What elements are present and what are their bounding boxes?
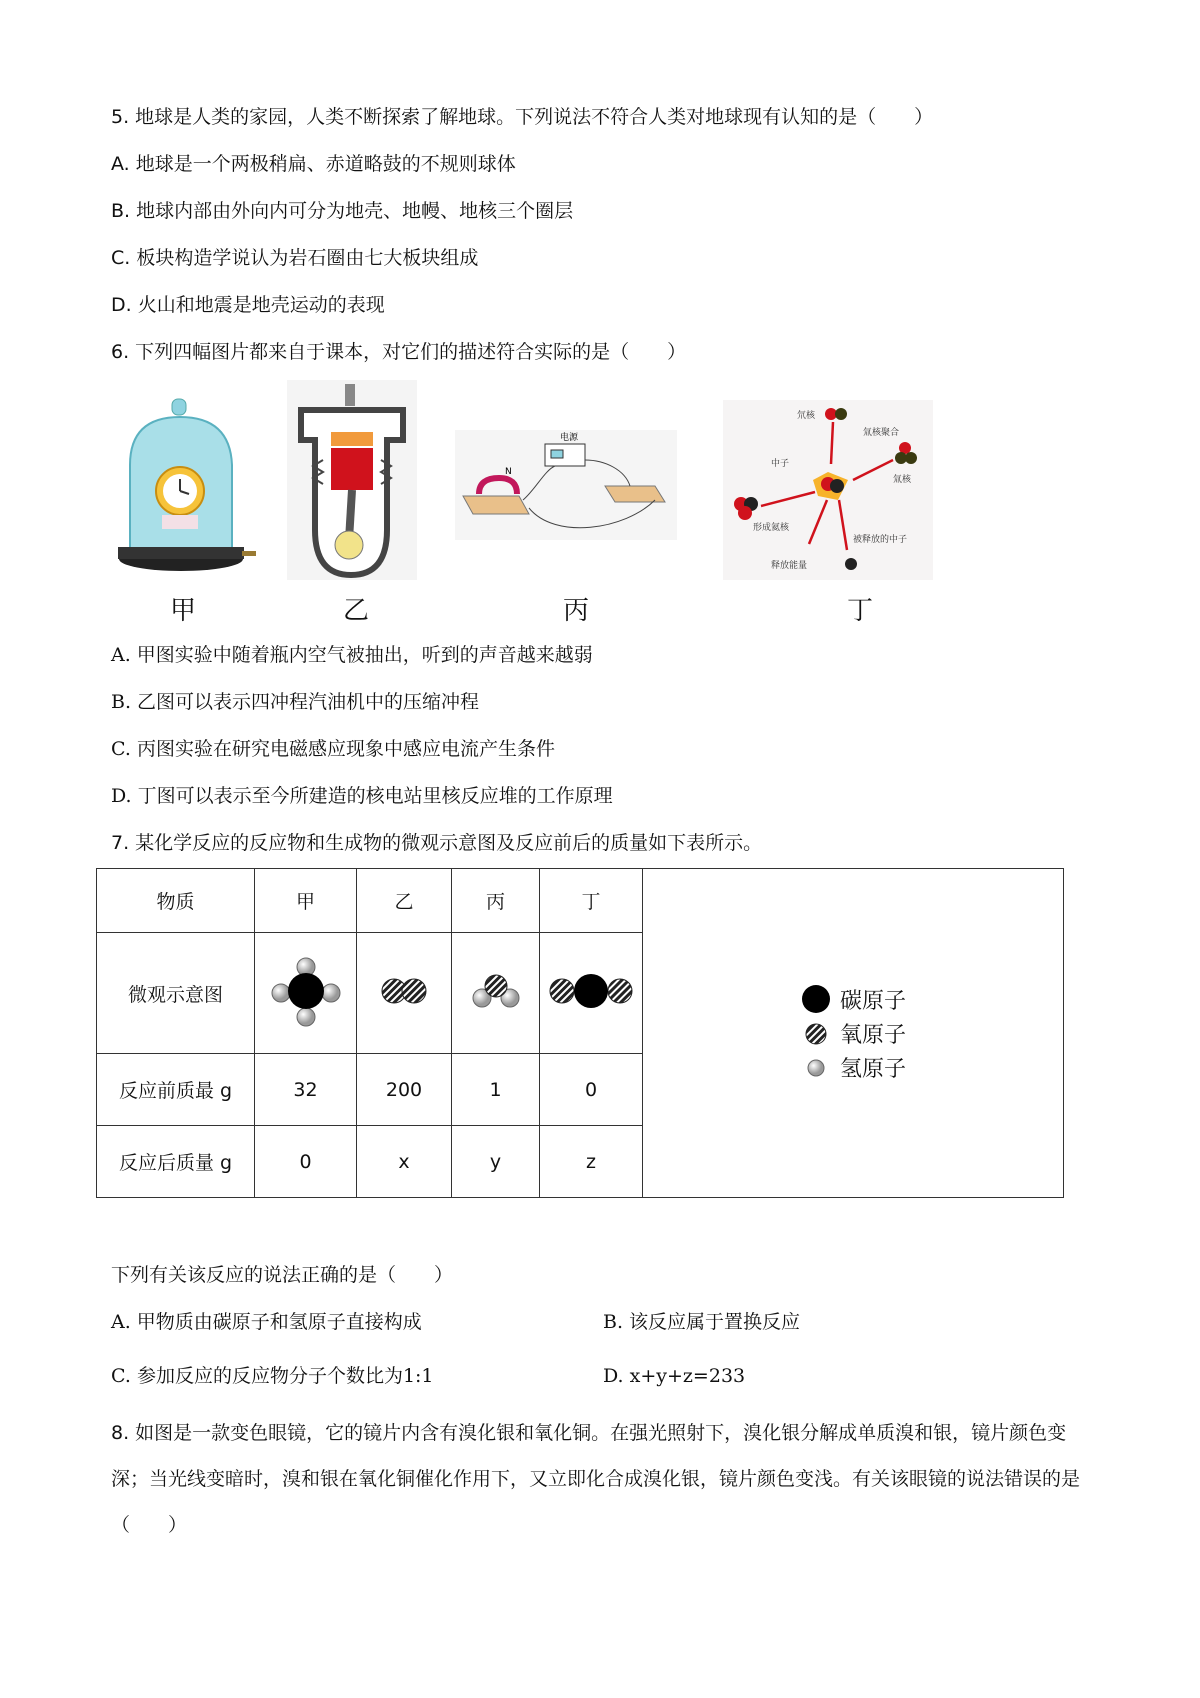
after-jia: 0 bbox=[255, 1126, 357, 1198]
q6-stem: 6. 下列四幅图片都来自于课本，对它们的描述符合实际的是（ ） bbox=[111, 341, 687, 363]
legend-oxygen bbox=[800, 1018, 906, 1049]
legend-hydrogen bbox=[800, 1052, 906, 1083]
legend-carbon bbox=[800, 983, 906, 1015]
before-bing: 1 bbox=[452, 1054, 540, 1126]
helium-form-label: 形成氦核 bbox=[753, 523, 790, 533]
q7-option-d: D. x+y+z=233 bbox=[603, 1365, 746, 1387]
q5-option-d: D. 火山和地震是地壳运动的表现 bbox=[111, 294, 385, 316]
fusion-figure bbox=[723, 400, 933, 580]
col-header-ding: 丁 bbox=[540, 869, 643, 933]
q7-option-b: B. 该反应属于置换反应 bbox=[603, 1311, 801, 1333]
after-bing: y bbox=[452, 1126, 540, 1198]
row-header-substance: 物质 bbox=[97, 869, 255, 933]
released-neutron-label: 被释放的中子 bbox=[853, 535, 908, 545]
q8-stem: 8. 如图是一款变色眼镜，它的镜片内含有溴化银和氧化铜。在强光照射下，溴化银分解成单质溴和银，镜片颜色变深；当光线变暗时，溴和银在氧化铜催化作用下，又立即化合成溴化银，镜片颜色变浅。有关该眼镜的说法错误的是（ ） bbox=[111, 1422, 1081, 1536]
circuit-figure bbox=[455, 430, 677, 540]
after-yi: x bbox=[357, 1126, 452, 1198]
deuteron-label: 氘核 bbox=[797, 411, 816, 421]
q6-option-c: C. 丙图实验在研究电磁感应现象中感应电流产生条件 bbox=[111, 738, 555, 760]
tritium-label: 氚核 bbox=[893, 475, 912, 485]
q5-option-a: A. 地球是一个两极稍扁、赤道略鼓的不规则球体 bbox=[111, 153, 516, 175]
after-ding: z bbox=[540, 1126, 643, 1198]
caption-ding: 丁 bbox=[847, 596, 874, 626]
caption-jia: 甲 bbox=[170, 596, 197, 626]
caption-yi: 乙 bbox=[343, 596, 370, 626]
micro-bing bbox=[452, 933, 540, 1054]
legend-carbon-label: 碳原子 bbox=[839, 988, 906, 1014]
col-header-yi: 乙 bbox=[357, 869, 452, 933]
before-jia: 32 bbox=[255, 1054, 357, 1126]
neutron-label: 中子 bbox=[771, 459, 790, 469]
bell-jar-figure bbox=[110, 395, 260, 580]
col-header-bing: 丙 bbox=[452, 869, 540, 933]
q6-option-d: D. 丁图可以表示至今所建造的核电站里核反应堆的工作原理 bbox=[111, 785, 613, 807]
row-header-after: 反应后质量 g bbox=[97, 1126, 255, 1198]
before-ding: 0 bbox=[540, 1054, 643, 1126]
legend-oxygen-label: 氧原子 bbox=[839, 1023, 906, 1048]
reaction-table bbox=[96, 868, 1064, 1198]
q7-option-a: A. 甲物质由碳原子和氢原子直接构成 bbox=[111, 1311, 422, 1333]
q5-option-c: C. 板块构造学说认为岩石圈由七大板块组成 bbox=[111, 247, 479, 269]
q6-option-a: A. 甲图实验中随着瓶内空气被抽出，听到的声音越来越弱 bbox=[111, 644, 593, 666]
q7-stem: 7. 某化学反应的反应物和生成物的微观示意图及反应前后的质量如下表所示。 bbox=[111, 832, 763, 854]
engine-figure bbox=[287, 380, 417, 580]
q5-stem: 5. 地球是人类的家园，人类不断探索了解地球。下列说法不符合人类对地球现有认知的是（ ） bbox=[111, 106, 934, 128]
power-source-label: 电源 bbox=[560, 433, 579, 443]
legend-cell bbox=[643, 869, 1064, 1198]
q6-option-b: B. 乙图可以表示四冲程汽油机中的压缩冲程 bbox=[111, 691, 480, 713]
micro-yi bbox=[357, 933, 452, 1054]
n-pole-label: N bbox=[505, 467, 512, 477]
legend-hydrogen-label: 氢原子 bbox=[839, 1057, 906, 1082]
energy-release-label: 释放能量 bbox=[771, 561, 808, 571]
q5-option-b: B. 地球内部由外向内可分为地壳、地幔、地核三个圈层 bbox=[111, 200, 574, 222]
q7-option-c: C. 参加反应的反应物分子个数比为1:1 bbox=[111, 1365, 434, 1387]
col-header-jia: 甲 bbox=[255, 869, 357, 933]
row-header-micro: 微观示意图 bbox=[97, 933, 255, 1054]
caption-bing: 丙 bbox=[563, 596, 590, 626]
before-yi: 200 bbox=[357, 1054, 452, 1126]
q7-question: 下列有关该反应的说法正确的是（ ） bbox=[111, 1264, 454, 1286]
micro-jia bbox=[255, 933, 357, 1054]
row-header-before: 反应前质最 g bbox=[97, 1054, 255, 1126]
tritium-fusion-label: 氚核聚合 bbox=[863, 428, 900, 438]
micro-ding bbox=[540, 933, 643, 1054]
